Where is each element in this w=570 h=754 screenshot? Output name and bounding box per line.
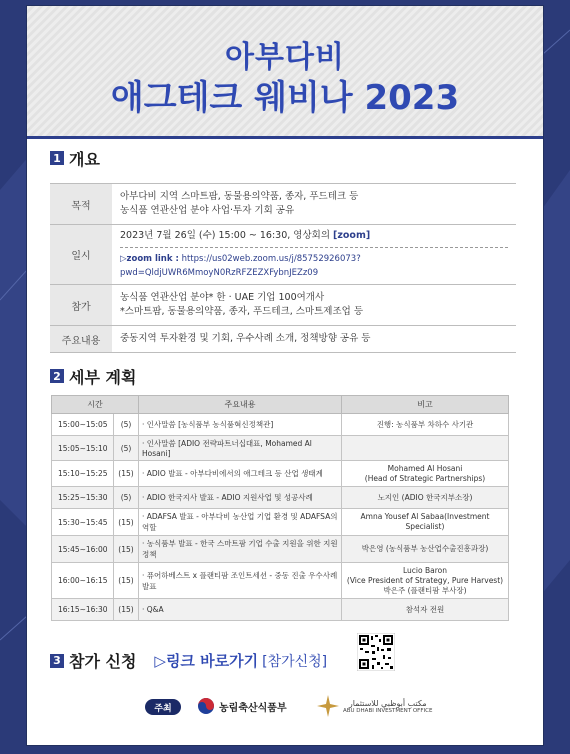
schedule-note: 박은영 (농식품부 농산업수출진흥과장) (342, 536, 509, 563)
schedule-body (52, 414, 509, 621)
overview-row-datetime (50, 225, 516, 285)
zoom-link-url[interactable]: https://us02web.zoom.us/j/85752926073?pwd=QldjUWR6MmoyN0RzRFZEZXFybnJEZz09 (120, 254, 361, 278)
row-label: 목적 (50, 184, 112, 225)
schedule-duration: (5) (114, 414, 139, 436)
schedule-note (342, 436, 509, 461)
zoom-link[interactable] (120, 247, 508, 280)
schedule-row (52, 563, 509, 599)
footer (27, 694, 543, 724)
schedule-duration: (15) (114, 536, 139, 563)
purpose-line-2: 농식품 연관산업 분야 사업·투자 기회 공유 (120, 205, 295, 216)
title-header (27, 6, 543, 139)
overview-row-participants (50, 285, 516, 326)
schedule-content: · Q&A (139, 599, 342, 621)
schedule-content: · ADIO 한국지사 발표 - ADIO 지원사업 및 성공사례 (139, 487, 342, 509)
zoom-link-label: ▷zoom link : (120, 254, 179, 264)
schedule-time: 16:15~16:30 (52, 599, 114, 621)
schedule-content: · 농식품부 발표 - 한국 스마트팜 기업 수출 지원을 위한 지원정책 (139, 536, 342, 563)
schedule-duration: (5) (114, 487, 139, 509)
ministry-logo (197, 697, 287, 715)
section-number: 3 (50, 654, 64, 668)
header-content: 주요내용 (139, 396, 342, 414)
schedule-time: 15:05~15:10 (52, 436, 114, 461)
row-label: 주요내용 (50, 326, 112, 353)
schedule-time: 15:10~15:25 (52, 461, 114, 487)
poster (27, 6, 543, 745)
registration-link[interactable]: ▷링크 바로가기 (154, 652, 259, 670)
schedule-content: · 인사말씀 [ADIO 전략파트너십대표, Mohamed Al Hosani] (139, 436, 342, 461)
schedule-note: Lucio Baron (Vice President of Strategy, Pure Harvest) 박은주 (플랜티팜 부사장) (342, 563, 509, 599)
schedule-duration: (15) (114, 599, 139, 621)
overview-row-purpose (50, 184, 516, 225)
overview-table (50, 183, 516, 353)
adio-arabic-name: مكتب أبوظبي للاستثمار (348, 698, 427, 708)
row-label: 참가 (50, 285, 112, 326)
registration-row (50, 649, 327, 672)
section-title: 개요 (69, 149, 100, 169)
adio-english-name: ABU DHABI INVESTMENT OFFICE (343, 707, 433, 714)
schedule-row (52, 487, 509, 509)
ministry-name: 농림축산식품부 (219, 702, 287, 714)
purpose-line-1: 아부다비 지역 스마트팜, 동물용의약품, 종자, 푸드테크 등 (120, 191, 359, 202)
schedule-row (52, 599, 509, 621)
host-badge: 주최 (145, 699, 181, 715)
schedule-note: 참석자 전원 (342, 599, 509, 621)
schedule-note: Amna Yousef Al Sabaa(Investment Specialist) (342, 509, 509, 536)
schedule-time: 15:00~15:05 (52, 414, 114, 436)
schedule-note: 진행: 농식품부 차하수 사기관 (342, 414, 509, 436)
schedule-note: Mohamed Al Hosani (Head of Strategic Partnerships) (342, 461, 509, 487)
qr-code-icon[interactable] (357, 633, 395, 671)
row-label: 일시 (50, 225, 112, 285)
schedule-time: 15:45~16:00 (52, 536, 114, 563)
section-number: 1 (50, 151, 64, 165)
schedule-time: 15:25~15:30 (52, 487, 114, 509)
schedule-table (51, 395, 509, 621)
participants-line-2: *스마트팜, 동물용의약품, 종자, 푸드테크, 스마트제조업 등 (120, 306, 363, 317)
section-overview-heading (50, 147, 100, 169)
schedule-row (52, 536, 509, 563)
section-schedule-heading (50, 365, 136, 387)
section-title: 참가 신청 (69, 652, 137, 671)
schedule-row (52, 509, 509, 536)
taegeuk-logo-icon (197, 697, 215, 715)
schedule-content: · 퓨어하베스트 x 플랜티팜 조인트세션 - 중동 진출 우수사례 발표 (139, 563, 342, 599)
title-line-2: 애그테크 웨비나 2023 (110, 78, 460, 118)
schedule-duration: (5) (114, 436, 139, 461)
schedule-note: 노지인 (ADIO 한국지부소장) (342, 487, 509, 509)
schedule-content: · ADIO 발표 - 아부다비에서의 애그테크 등 산업 생태계 (139, 461, 342, 487)
section-number: 2 (50, 369, 64, 383)
schedule-time: 15:30~15:45 (52, 509, 114, 536)
event-date: 2023년 7월 26일 (수) 15:00 ~ 16:30, 영상회의 (120, 230, 334, 241)
participants-line-1: 농식품 연관산업 분야* 한 · UAE 기업 100여개사 (120, 292, 325, 303)
schedule-duration: (15) (114, 509, 139, 536)
star-logo-icon (317, 695, 339, 717)
zoom-badge: [zoom] (333, 230, 371, 241)
content-line-1: 중동지역 투자환경 및 기회, 우수사례 소개, 정책방향 공유 등 (120, 333, 371, 344)
schedule-content: · 인사말씀 [농식품부 농식품혁신정책관] (139, 414, 342, 436)
header-note: 비고 (342, 396, 509, 414)
schedule-row (52, 414, 509, 436)
schedule-row (52, 461, 509, 487)
overview-row-content (50, 326, 516, 353)
adio-logo (317, 695, 432, 717)
registration-link-sub[interactable]: [참가신청] (262, 653, 328, 670)
schedule-content: · ADAFSA 발표 - 아부다비 농산업 기업 환경 및 ADAFSA의 역할 (139, 509, 342, 536)
section-title: 세부 계획 (69, 367, 137, 387)
schedule-row (52, 436, 509, 461)
schedule-duration: (15) (114, 461, 139, 487)
schedule-time: 16:00~16:15 (52, 563, 114, 599)
schedule-header-row (52, 396, 509, 414)
schedule-duration: (15) (114, 563, 139, 599)
title-line-1: 아부다비 (225, 40, 345, 75)
header-time: 시간 (52, 396, 139, 414)
